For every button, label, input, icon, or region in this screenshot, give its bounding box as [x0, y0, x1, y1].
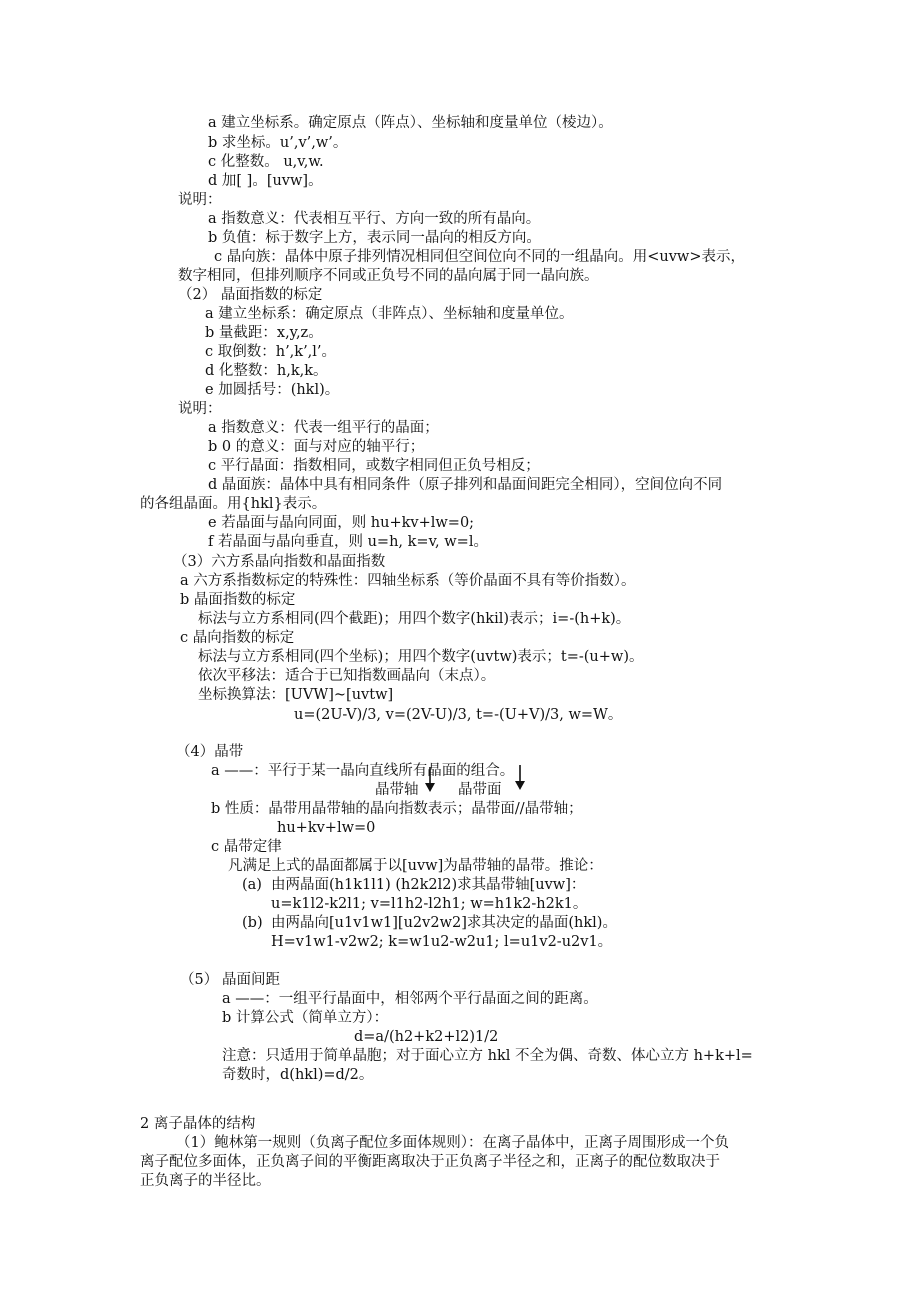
text-line: 标法与立方系相同(四个截距)；用四个数字(hkil)表示；i=-(h+k)。	[198, 611, 631, 627]
formula-line: H=v1w1-v2w2; k=w1u2-w2u1; l=u1v2-u2v1。	[271, 934, 613, 950]
formula-line: u=(2U-V)/3, v=(2V-U)/3, t=-(U+V)/3, w=W。	[294, 707, 623, 723]
section-heading: （3）六方系晶向指数和晶面指数	[173, 554, 386, 570]
text-line: c 晶向指数的标定	[180, 630, 295, 646]
chapter-heading: 2 离子晶体的结构	[140, 1116, 256, 1132]
text-line: c 晶带定律	[211, 839, 282, 855]
text-line: d 晶面族：晶体中具有相同条件（原子排列和晶面间距完全相同），空间位向不同	[208, 477, 723, 493]
text-line: b 量截距：x,y,z。	[205, 325, 323, 341]
down-arrow-icon	[423, 767, 437, 793]
text-line: a ——：一组平行晶面中，相邻两个平行晶面之间的距离。	[222, 991, 598, 1007]
list-marker: (b)	[242, 915, 263, 931]
text-line: 凡满足上式的晶面都属于以[uvw]为晶带轴的晶带。推论：	[228, 858, 603, 874]
section-heading: 晶面间距	[222, 972, 280, 988]
zone-axis-label: 晶带轴	[375, 782, 419, 798]
text-line: （1）鲍林第一规则（负离子配位多面体规则）：在离子晶体中，正离子周围形成一个负	[176, 1135, 729, 1151]
text-line: c 晶向族：晶体中原子排列情况相同但空间位向不同的一组晶向。用<uvw>表示，	[214, 249, 745, 265]
text-line: 的各组晶面。用{hkl}表示。	[140, 496, 327, 512]
text-line: d 加[ ]。[uvw]。	[208, 173, 323, 189]
text-line: b 晶面指数的标定	[180, 592, 296, 608]
text-line: b 0 的意义：面与对应的轴平行；	[208, 439, 425, 455]
formula-line: hu+kv+lw=0	[277, 820, 376, 836]
text-line: 由两晶向[u1v1w1][u2v2w2]求其决定的晶面(hkl)。	[271, 915, 617, 931]
text-line: c 平行晶面：指数相同，或数字相同但正负号相反；	[208, 458, 540, 474]
text-line: f 若晶面与晶向垂直，则 u=h, k=v, w=l。	[208, 534, 488, 550]
text-line: 依次平移法：适合于已知指数画晶向（末点）。	[198, 668, 496, 684]
text-line: b 性质：晶带用晶带轴的晶向指数表示；晶带面//晶带轴；	[211, 801, 583, 817]
list-marker: (a)	[242, 877, 262, 893]
text-line: 由两晶面(h1k1l1) (h2k2l2)求其晶带轴[uvw]：	[271, 877, 586, 893]
text-line: 标法与立方系相同(四个坐标)；用四个数字(uvtw)表示；t=-(u+w)。	[198, 649, 644, 665]
formula-line: d=a/(h2+k2+l2)1/2	[354, 1029, 499, 1045]
text-line: c 取倒数：h’,k’,l’。	[205, 344, 337, 360]
text-line: d 化整数：h,k,k。	[205, 363, 328, 379]
text-line: e 加圆括号：(hkl)。	[205, 382, 340, 398]
text-line: b 负值：标于数字上方，表示同一晶向的相反方向。	[208, 230, 541, 246]
text-line: 离子配位多面体，正负离子间的平衡距离取决于正负离子半径之和，正离子的配位数取决于	[140, 1154, 720, 1170]
text-line: 数字相同，但排列顺序不同或正负号不同的晶向属于同一晶向族。	[178, 268, 599, 284]
text-line: a 六方系指数标定的特殊性：四轴坐标系（等价晶面不具有等价指数）。	[180, 573, 636, 589]
text-line: b 求坐标。u’,v’,w’。	[208, 135, 348, 151]
text-line: a ——：平行于某一晶向直线所有晶面的组合。	[211, 763, 515, 779]
text-line: 注意：只适用于简单晶胞；对于面心立方 hkl 不全为偶、奇数、体心立方 h+k+l=	[222, 1048, 753, 1064]
text-line: 坐标换算法：[UVW]~[uvtw]	[198, 687, 394, 703]
section-heading: （2） 晶面指数的标定	[178, 287, 323, 303]
down-arrow-icon	[513, 765, 527, 791]
text-line: a 指数意义：代表相互平行、方向一致的所有晶向。	[208, 211, 541, 227]
text-line: 说明：	[178, 192, 222, 208]
text-line: a 建立坐标系。确定原点（阵点）、坐标轴和度量单位（棱边）。	[208, 115, 613, 131]
text-line: a 指数意义：代表一组平行的晶面；	[208, 420, 439, 436]
text-line: c 化整数。 u,v,w.	[208, 154, 324, 170]
text-line: e 若晶面与晶向同面，则 hu+kv+lw=0;	[208, 515, 475, 531]
formula-line: u=k1l2-k2l1; v=l1h2-l2h1; w=h1k2-h2k1。	[271, 896, 588, 912]
text-line: b 计算公式（简单立方）：	[222, 1010, 389, 1026]
zone-plane-label: 晶带面	[458, 782, 502, 798]
text-line: 奇数时，d(hkl)=d/2。	[222, 1067, 374, 1083]
text-line: 正负离子的半径比。	[140, 1173, 271, 1189]
text-line: a 建立坐标系：确定原点（非阵点）、坐标轴和度量单位。	[205, 306, 574, 322]
section-number: （5）	[180, 972, 219, 988]
text-line: 说明：	[178, 401, 222, 417]
section-heading: （4）晶带	[176, 744, 244, 760]
